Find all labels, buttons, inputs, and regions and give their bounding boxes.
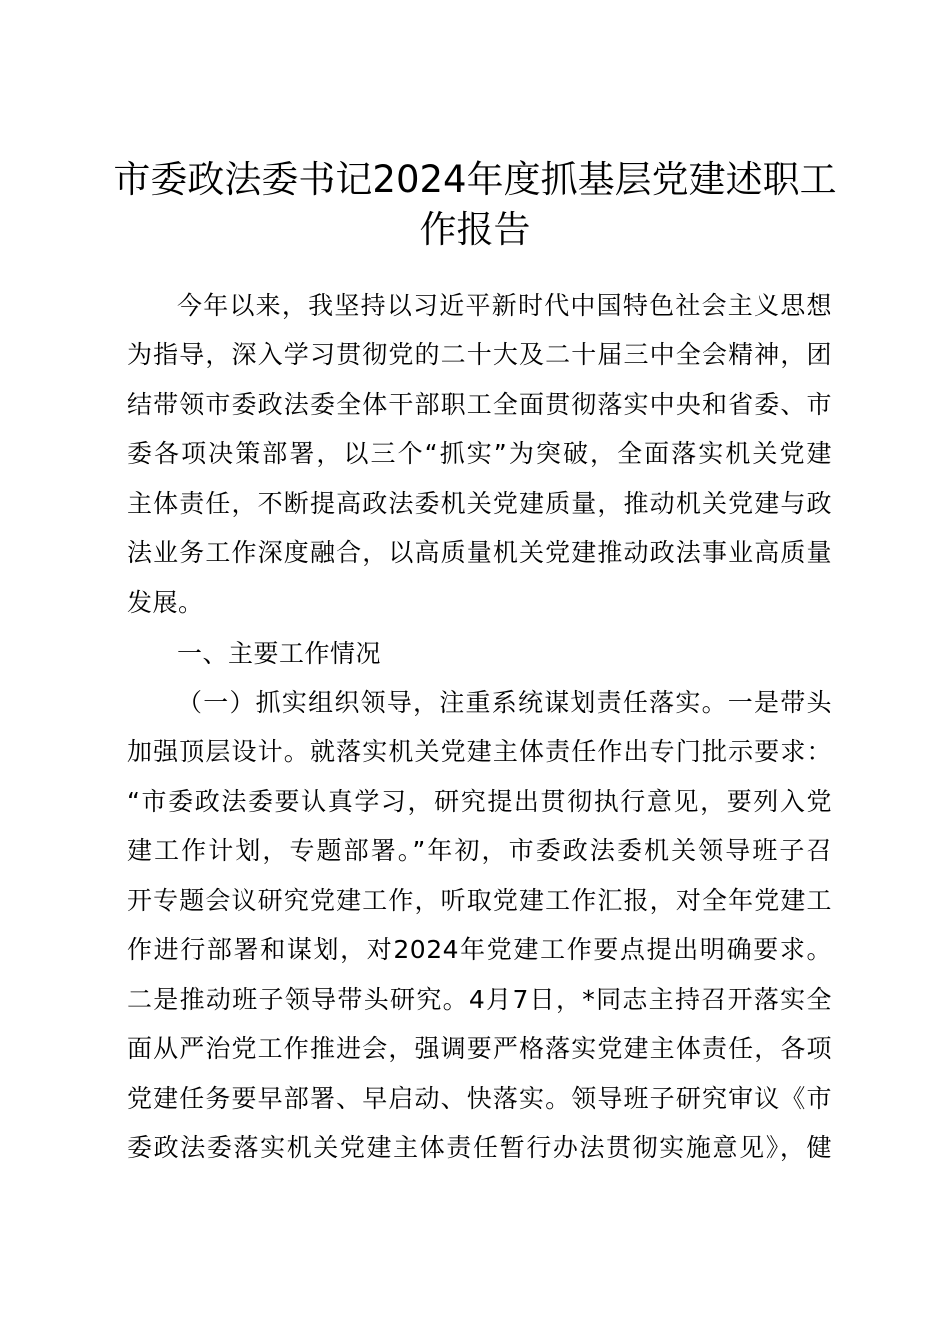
paragraph-line: 作进行部署和谋划，对2024年党建工作要点提出明确要求。	[127, 935, 832, 964]
paragraph-line: 为指导，深入学习贯彻党的二十大及二十届三中全会精神，团	[127, 340, 832, 369]
paragraph-line: 党建任务要早部署、早启动、快落实。领导班子研究审议《市	[127, 1084, 832, 1113]
paragraph-line: 法业务工作深度融合，以高质量机关党建推动政法事业高质量	[127, 538, 832, 567]
paragraph-line: 面从严治党工作推进会，强调要严格落实党建主体责任，各项	[127, 1034, 832, 1063]
section-heading: 一、主要工作情况	[177, 639, 382, 668]
paragraph-line: （一）抓实组织领导，注重系统谋划责任落实。一是带头	[177, 688, 832, 717]
paragraph-line: 开专题会议研究党建工作，听取党建工作汇报，对全年党建工	[127, 886, 832, 915]
document-title-line-1: 市委政法委书记2024年度抓基层党建述职工	[113, 158, 837, 201]
paragraph-line: 发展。	[127, 588, 204, 617]
paragraph-line: 建工作计划，专题部署。”年初，市委政法委机关领导班子召	[127, 836, 832, 865]
paragraph-line: 委各项决策部署，以三个“抓实”为突破，全面落实机关党建	[127, 439, 832, 468]
paragraph-line: 委政法委落实机关党建主体责任暂行办法贯彻实施意见》，健	[127, 1133, 832, 1162]
paragraph-line: 今年以来，我坚持以习近平新时代中国特色社会主义思想	[177, 291, 832, 320]
paragraph-line: 加强顶层设计。就落实机关党建主体责任作出专门批示要求：	[127, 737, 832, 766]
paragraph-line: 二是推动班子领导带头研究。4月7日，*同志主持召开落实全	[127, 985, 832, 1014]
paragraph-line: 主体责任，不断提高政法委机关党建质量，推动机关党建与政	[127, 489, 832, 518]
paragraph-line: 结带领市委政法委全体干部职工全面贯彻落实中央和省委、市	[127, 390, 832, 419]
document-title-line-2: 作报告	[419, 208, 531, 251]
paragraph-line: “市委政法委要认真学习，研究提出贯彻执行意见，要列入党	[127, 787, 832, 816]
